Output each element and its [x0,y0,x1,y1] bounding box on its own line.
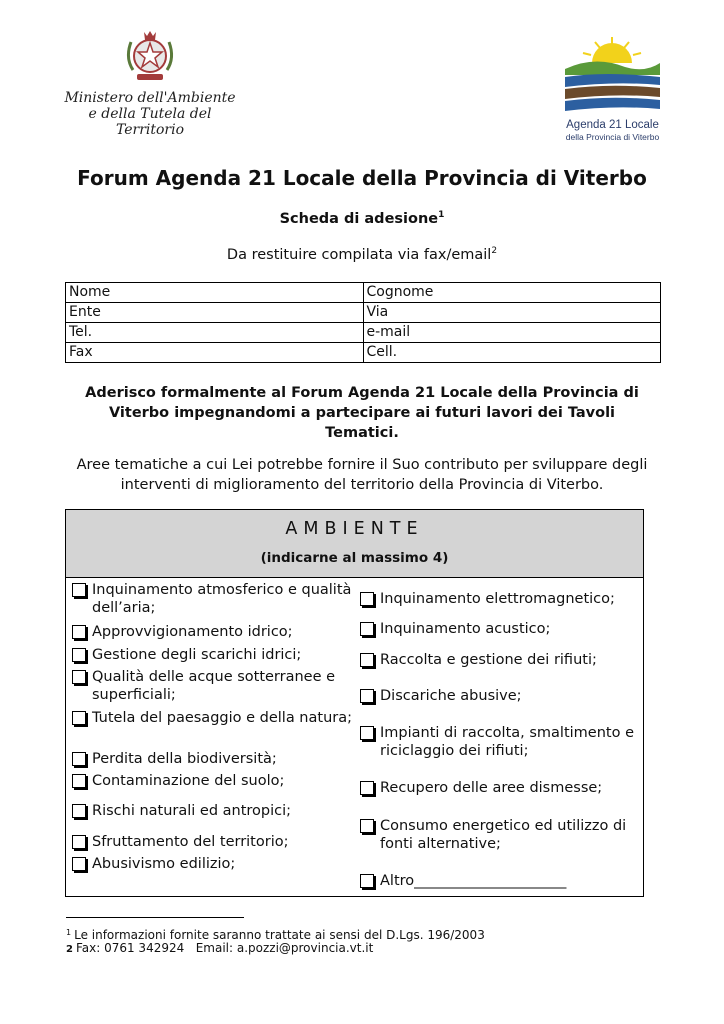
checkbox[interactable] [72,648,86,662]
option-inquinamento-atmosferico[interactable]: Inquinamento atmosferico e qualità dell’aria; [70,581,355,617]
membership-declaration: Aderisco formalmente al Forum Agenda 21 Locale della Provincia di Viterbo impegnandomi a partecipare ai futuri lavori dei Tavoli Tematici. [85,385,639,441]
option-abusivismo-edilizio[interactable]: Abusivismo edilizio; [70,855,235,873]
agenda-logo-text: Agenda 21 Locale [566,119,659,131]
table-row [66,303,661,323]
ambiente-header [66,510,643,578]
option-consumo-energetico[interactable]: Consumo energetico ed utilizzo di fonti alternative; [358,817,643,853]
ministry-logo [55,30,245,138]
return-instructions: Da restituire compilata via fax/email$^2$ [226,246,498,263]
via-field[interactable]: Via [363,303,661,323]
checkbox[interactable] [360,726,374,740]
ambiente-note: (indicarne al massimo 4) [260,550,449,566]
checkbox[interactable] [360,689,374,703]
option-contaminazione-suolo[interactable]: Contaminazione del suolo; [70,772,284,790]
checkbox[interactable] [360,781,374,795]
option-sfruttamento-territorio[interactable]: Sfruttamento del territorio; [70,833,289,851]
option-discariche-abusive[interactable]: Discariche abusive; [358,687,522,705]
checkbox[interactable] [72,857,86,871]
option-recupero-aree[interactable]: Recupero delle aree dismesse; [358,779,602,797]
checkbox[interactable] [360,653,374,667]
page-title: Forum Agenda 21 Locale della Provincia di Viterbo [77,166,647,190]
fax-field[interactable]: Fax [66,343,364,363]
checkbox[interactable] [72,625,86,639]
footnote-ref-2: 2 [491,246,498,256]
ente-field[interactable]: Ente [66,303,364,323]
ambiente-title: AMBIENTE [285,519,424,539]
checkbox[interactable] [72,804,86,818]
checkbox[interactable] [72,711,86,725]
footnote-2: 2 Fax: 0761 342924 Email: a.pozzi@provincia.vt.it [66,941,374,955]
contact-info-table [65,282,661,363]
agenda21-logo [555,33,670,148]
option-rischi-naturali[interactable]: Rischi naturali ed antropici; [70,802,291,820]
option-impianti-raccolta[interactable]: Impianti di raccolta, smaltimento e riciclaggio dei rifiuti; [358,724,643,760]
landscape-sun-icon [555,33,670,115]
option-perdita-biodiversita[interactable]: Perdita della biodiversità; [70,750,277,768]
form-subtitle: Scheda di adesione$^1$ [279,210,445,227]
checkbox[interactable] [360,592,374,606]
table-row [66,283,661,303]
tel-field[interactable]: Tel. [66,323,364,343]
email-field[interactable]: e-mail [363,323,661,343]
table-row [66,343,661,363]
option-approvvigionamento-idrico[interactable]: Approvvigionamento idrico; [70,623,293,641]
option-tutela-paesaggio[interactable]: Tutela del paesaggio e della natura; [70,709,352,727]
option-inquinamento-elettromagnetico[interactable]: Inquinamento elettromagnetico; [358,590,615,608]
italian-emblem-icon [123,30,177,86]
footnote-divider [66,917,244,918]
checkbox[interactable] [72,670,86,684]
agenda-logo-subtext: della Provincia di Viterbo [565,132,660,142]
checkbox[interactable] [72,752,86,766]
footnote-ref-1: 1 [438,210,445,220]
cell-field[interactable]: Cell. [363,343,661,363]
ambiente-section [65,509,644,897]
option-raccolta-rifiuti[interactable]: Raccolta e gestione dei rifiuti; [358,651,597,669]
ministry-name-line2: e della Tutela del Territorio [88,106,212,138]
option-qualita-acque[interactable]: Qualità delle acque sotterranee e superficiali; [70,668,355,704]
footnote-1: $^1$ Le informazioni fornite saranno trattate ai sensi del D.Lgs. 196/2003 [66,928,485,942]
checkbox[interactable] [72,835,86,849]
checkbox[interactable] [72,583,86,597]
thematic-areas-intro: Aree tematiche a cui Lei potrebbe fornire il Suo contributo per sviluppare degli interventi di miglioramento del territorio della Provincia di Viterbo. [76,457,648,493]
contact-fax-email: Fax: 0761 342924 Email: a.pozzi@provincia.vt.it [75,941,374,955]
option-inquinamento-acustico[interactable]: Inquinamento acustico; [358,620,550,638]
checkbox[interactable] [360,819,374,833]
option-altro[interactable]: Altro_____________________ [358,872,566,890]
checkbox[interactable] [360,622,374,636]
table-row [66,323,661,343]
checkbox[interactable] [72,774,86,788]
checkbox[interactable] [360,874,374,888]
ministry-name-line1: Ministero dell'Ambiente [64,90,236,106]
nome-field[interactable]: Nome [66,283,364,303]
cognome-field[interactable]: Cognome [363,283,661,303]
option-gestione-scarichi[interactable]: Gestione degli scarichi idrici; [70,646,301,664]
